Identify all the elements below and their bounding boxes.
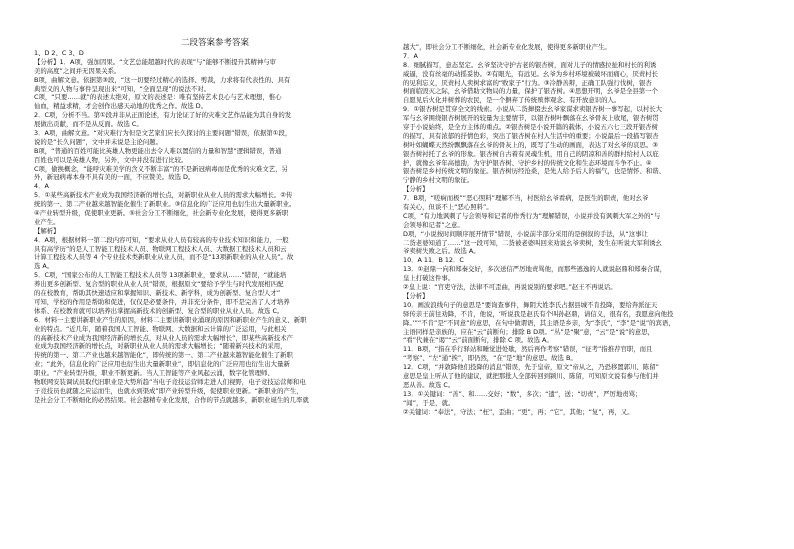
text-line: 外，新冠病毒本身不具有美的一面，不应赞美。故选 D。 <box>34 173 195 182</box>
text-line: 典型义的人物与事件呈现出来”可知，“全面呈现”的说法不对。 <box>34 84 211 93</box>
text-line: 2．C项，分析不当。第①段并非从正面论述，有力论证了好的灾难文艺作品能为其自身的发 <box>34 111 292 120</box>
text-line: “看”代兼在“谒”“云”前面断句，排除 C 项。故选 A。 <box>403 336 553 345</box>
text-line: 传统的第一、第二产业也越来越智能化”，即传统的第一、第二产业越来越智能化催生了新职 <box>34 351 293 360</box>
text-line: 驿传亲王前往劝降，不肯，他说，‘听说我是赵氏有个叫孙赵鼎，请信义，很有名，我愿意向他投 <box>403 309 674 318</box>
text-line: 仙血，精益求精，才会创作出感天动地的优秀之作。故选 D。 <box>34 102 208 111</box>
text-line: B项，曲解文意。依据第③段，“这一切要经过精心的选择、剪裁，力求将有代表性的、具有 <box>34 75 291 84</box>
text-line: “考察”、“左”通“挨”，即仍然，“在”是“地”的意思。故选 B。 <box>403 354 577 363</box>
text-line: 具有高学历”的是人工智能工程技术人员、物联网工程技术人员、大数据工程技术人员和云 <box>34 244 287 253</box>
text-line: 13．①赵鼎一向和郑秦交好，多次送信严厉地责骂他，而那些逃逸的人就说赵鼎和郑秦合谋， <box>403 265 667 274</box>
text-line: C项，“有力地讽刺了与会领导和记者的作秀行为”理解错误，小说并没有讽刺大军之外的“与 <box>403 211 661 220</box>
text-line: 12．C项，“并敦降他们投降的消息”错误，先于皇帝，原文“帝从之，乃恐移置郭川、陈留” <box>403 363 659 372</box>
text-line: 展做出贡献，而不是从反面。故选 C。 <box>34 120 143 129</box>
text-line: 统的第一、第二产业越来越智能化催生了新职业。③信息化的广泛应用也衍生出大量新职业。 <box>34 200 296 209</box>
text-line: 主语同样是亲族的，应在“云”前断句；排除 B D项。“丛”是“聚”意，“云”是“说”的意思， <box>403 327 654 336</box>
text-line: 【解析】 <box>34 226 60 235</box>
text-line: 5．C项，“国家公布的人工智能工程技术人员等 13项新职业，要求从……”错误，“就能培 <box>34 271 287 280</box>
text-line: 越大”，即社会分工不断细化，社会新专业化发展，使得更多新职业产生。 <box>403 43 611 51</box>
text-line: 百姓也可以是英雄人物，另外，文中并没有进行比较。 <box>34 155 188 164</box>
text-line: 恶从善。故选 C。 <box>403 380 455 389</box>
text-line: 树叶如蝴蝶天然纷飘飘落在幺爷的骨灰上的，既写了生动的画面，表达了对幺爷的哀思。③ <box>403 140 658 149</box>
text-line: 7．B项，“嗟痾而极”“恶心照料”理解不当，村医给幺爷看病，是医生的职责，他对幺爷 <box>403 194 649 203</box>
text-line: 10．画波浪线句子的意思是“要询查事件，舞阴大姓李氏占据县城不肯投降，要给奔派征天 <box>403 300 658 309</box>
text-line: 【分析】1．A项，强加因果。“文艺总能超越时代的表现”与“能够不断提升其精神与审 <box>34 57 277 66</box>
text-line: 养出更多创新型、复合型的职业从业人员”错误，根据原文“要给予学生与时代发展相匹配 <box>34 280 284 289</box>
text-line: 银杏树衬托了幺爷的形象。银杏树自古着有灵魂生机，用自己的阴凉和善的群村给村人以庇 <box>403 149 659 158</box>
text-line: 13．①关键词：“善”、和……交好；“数”，多次；“遗”，送；“切责”，严厉地责骂； <box>403 389 642 398</box>
text-line: 1、D 2、C 3、D <box>34 49 84 57</box>
text-line: 威逼，没有丝毫的动摇妥协。②有眼光，有远见。幺爷为乡村环境被破坏而痛心，厌责村长 <box>403 69 658 78</box>
text-line: 的在校教育，帮助其快速适应和掌握知识、新技术、新学科，成为创新型、复合型人才” <box>34 289 281 298</box>
text-line: D项，“小说按时间顺序展开情节”错误，小说前半部分采用的是倒叙的手法，从“这事让 <box>403 229 648 238</box>
text-line: 二货老婆知道了……”这一段可知，二货被老婆叫回来劝说幺爷卖树，发生在听说大军利诱幺 <box>403 238 662 247</box>
text-line: 宁静的乡村文明的象征。 <box>403 176 474 185</box>
text-line: 是社会分工不断细化的必然结果。社会越精专业化发展，合作的节点就越多，新职业诞生的几率就 <box>34 395 309 404</box>
text-line: 业的特点。“近几年，随着我国人工智能、物联网、大数据和云计算的广泛运用，与此相关 <box>34 324 287 333</box>
text-line: 职业。“产业转型升级，职业不断更新。当人工智能等产业风起云涌，数字化管理师、 <box>34 369 274 378</box>
text-line: 自愿见后火化并树葬的农民，是一个摒弃了传统殡葬观念、有开放意识的人。 <box>403 96 621 105</box>
text-line: “闻”，于是，就。 <box>403 398 455 407</box>
page-title: 二段答案参考答案 <box>180 38 249 48</box>
text-line: C项，偷换概念，“能呼灾难美学的含义不断丰富”的不是新冠病毒而是优秀的灾难文艺，另 <box>34 164 288 173</box>
text-line: 【分析】 <box>403 185 429 194</box>
left-column-text <box>34 49 396 405</box>
text-line: B项，“普通的百姓可能比英雄人物更能出去令人难以置信的力量和智慧”逻辑错误，普通 <box>34 146 282 155</box>
text-line: 7．A <box>403 51 418 60</box>
text-line: 业；“此外，信息化的广泛应用也衍生出大量新职业”，即信息化的广泛应用也衍生出大量新 <box>34 360 290 369</box>
text-line: ④产业转型升级，促使职业更新。⑤社会分工不断细化，社会新专业化发展，使得更多新职 <box>34 209 289 218</box>
text-line: 的高新技术产业成为我国经济新的增长点，对从业人员的需求大幅增长”，即某些高新技术产 <box>34 333 293 342</box>
text-line: ②关键词：“奉法”，守法；“枉”，歪曲；“更”，再；“它”，其他；“复”，再，又。 <box>403 407 634 416</box>
text-line: 军与幺爷围绕银杏树展开的较量为主要情节，以银杏树叶飘落在幺爷骨灰上收尾，银杏树贯 <box>403 114 659 123</box>
text-line: 皇上打破这件事。 <box>403 274 455 283</box>
text-line: 银杏树是乡村传统文明的象征。银杏树历经沧桑，是先人给予后人的福气，也是情怀、和谐、 <box>403 167 666 176</box>
text-line: C项，“只要……就”的表述太绝对，原文的表述是：唯有坚持艺术良心与艺术理想，惟心 <box>34 93 282 102</box>
text-line: 有关心，但谈不上“恶心照料”。 <box>403 203 493 212</box>
text-line: 6．材料一主要讲新职业产生的原因，材料二主要讲新职业涌现的原因和新职业产生的意义、新职 <box>34 315 307 324</box>
text-line: 10．A 11．B 12．C <box>403 256 464 265</box>
text-line: 计算工程技术人员等 4 个专业技术类新职业从业人员，而不是“13项新职业的从业人员”。故 <box>34 253 294 262</box>
text-line: 树面临毁灭之际，幺爷借助文物局的力量，保护了银杏树。④思想开明，幺爷是全县第一个 <box>403 87 658 96</box>
text-line: ②皇上说：“官吏守法，法律不可歪曲，再说说别的要求吧。”赵王不再说话。 <box>403 283 617 292</box>
text-line: 体系、在校教育就可以培养出掌握高新技术的创新型、复合型的职业从业人员。故选 C。 <box>34 306 284 315</box>
text-line: 【分析】 <box>403 291 429 300</box>
text-line: 5．①某些高新技术产业成为我国经济新的增长点，对新职业从业人员的需求大幅增长。②传 <box>34 191 293 200</box>
text-line: 意思是皇上听从了他的建议，就把那批人全部转回到颍川、陈留，可知原文说有参与他们并 <box>403 371 659 380</box>
text-line: 美的高度”之间并无因果关系。 <box>34 66 121 75</box>
text-line: 的描写，具有浓郁的抒情色彩，突出了银杏树在村人生活中的重要；小说最后一段描写银杏 <box>403 131 659 140</box>
text-line: 选 A。 <box>34 262 54 271</box>
text-line: 4．A项，根据材料一第二段内容可知，“要求从业人员有较高的专业技术知识和能力，一般 <box>34 235 289 244</box>
right-column-text <box>403 43 765 416</box>
text-line: 会领导和记者”之意。 <box>403 220 464 229</box>
text-line: 的见利忘义，厌责村人卖树求富的“败家子”行为。③冷静善辩，正确工队强行伐树，银杏 <box>403 78 652 87</box>
text-line: 穿于小说始终，是全方主体的重点。②银杏树是小说开篇的载体，小说五六七三段开银杏树 <box>403 123 658 132</box>
text-line: 降。’”“不肯”是“不同意”的意思，在句中做谓语，其主语是乡亲，为“李氏”，“李”是“说”的宾语， <box>403 318 675 327</box>
text-line: 9．①银杏树是贯穿全文的线索。小说从二货撺掇去幺爷家谋求卖银杏树一事写起，以村长大 <box>403 105 663 114</box>
text-line: 物联网安装调试员取代旧职业是大势所趋”当电子竞技运营师走进人们视野，电子竞技运营师和电 <box>34 377 306 386</box>
text-line: 3．A项，曲解文意。“对灾难行为但是文艺家们应长久探讨的主要问题”错误，依据第①段， <box>34 129 292 138</box>
text-line: 说的是“长久问题”，文中并未说是主论问题。 <box>34 137 163 146</box>
text-line: 可知，学校的作用是帮助和促进，仅仅是必要条件，并非充分条件，即不是完善了人才培养 <box>34 297 290 306</box>
text-line: 业产生。 <box>34 217 60 226</box>
text-line: 护，就像幺爷年高德劭，为守护银杏树、守护乡村的传统文化和生态环境而斗争不止。④ <box>403 158 652 167</box>
text-line: 8．细腻描写，意态坚定。幺爷坚决守护古老的银杏树，面对儿子的情感拉扯和村长的利诱 <box>403 60 657 69</box>
text-line: 11．B项，“指在乎行驿站和睡觉进处歇，然后再作考察”错误，“征考”指推荐官职，而且 <box>403 345 653 354</box>
text-line: 爷卖树失败之后。故选 A。 <box>403 247 480 256</box>
text-line: 业成为我国经济新的增长点，对新职业从业人员的需求大幅增长；“随着新兴技术的采用， <box>34 342 287 351</box>
text-line: 4．A <box>34 182 49 191</box>
text-line: 子竞技员也就随之应运而生，也就水到渠成”即产业转型升级，促使职业更新。“新职业的产生， <box>34 386 303 395</box>
